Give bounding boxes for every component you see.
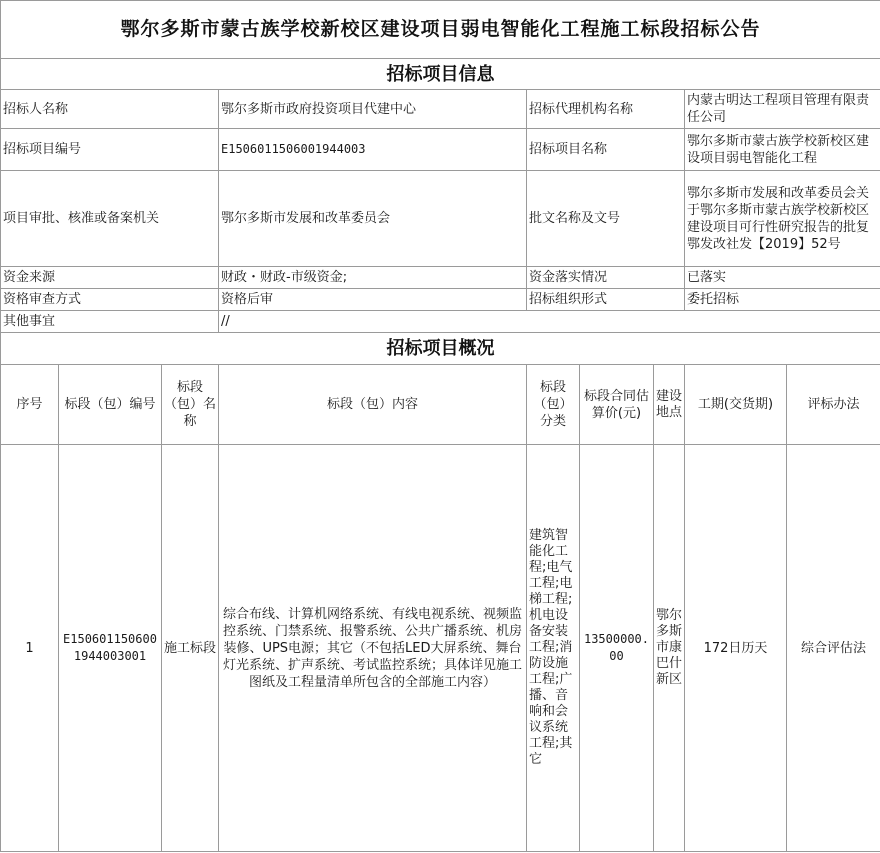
lot-code: E1506011506001944003001 — [59, 445, 162, 852]
info-label: 招标组织形式 — [527, 289, 685, 311]
lot-seq: 1 — [1, 445, 59, 852]
column-header: 工期(交货期) — [685, 365, 787, 445]
column-header: 标段合同估算价(元) — [580, 365, 654, 445]
info-label: 批文名称及文号 — [527, 171, 685, 267]
info-value: 鄂尔多斯市蒙古族学校新校区建设项目弱电智能化工程 — [685, 129, 880, 171]
lot-category: 建筑智能化工程;电气工程;电梯工程;机电设备安装工程;消防设施工程;广播、音响和会议系统工程;其它 — [527, 445, 580, 852]
info-value: 已落实 — [685, 267, 880, 289]
info-label: 其他事宜 — [1, 311, 219, 333]
lot-location: 鄂尔多斯市康巴什新区 — [654, 445, 685, 852]
info-value: 鄂尔多斯市政府投资项目代建中心 — [219, 90, 527, 129]
table-row — [1, 445, 880, 852]
page-title: 鄂尔多斯市蒙古族学校新校区建设项目弱电智能化工程施工标段招标公告 — [1, 1, 880, 59]
info-label: 项目审批、核准或备案机关 — [1, 171, 219, 267]
info-value: 鄂尔多斯市发展和改革委员会关于鄂尔多斯市蒙古族学校新校区建设项目可行性研究报告的批复 鄂发改社发【2019】52号 — [685, 171, 880, 267]
lot-duration: 172日历天 — [685, 445, 787, 852]
column-header: 标段（包）内容 — [219, 365, 527, 445]
info-label: 招标项目名称 — [527, 129, 685, 171]
info-label: 招标项目编号 — [1, 129, 219, 171]
column-header: 标段（包）名称 — [162, 365, 219, 445]
lot-content: 综合布线、计算机网络系统、有线电视系统、视频监控系统、门禁系统、报警系统、公共广播系统、机房装修、UPS电源；其它（不包括LED大屏系统、舞台灯光系统、扩声系统、考试监控系统；具体详见施工图纸及工程量清单所包含的全部施工内容） — [219, 445, 527, 852]
info-value: E1506011506001944003 — [219, 129, 527, 171]
info-label: 招标代理机构名称 — [527, 90, 685, 129]
column-header: 建设地点 — [654, 365, 685, 445]
column-header: 标段（包）分类 — [527, 365, 580, 445]
info-label: 资格审查方式 — [1, 289, 219, 311]
lot-method: 综合评估法 — [787, 445, 880, 852]
info-value: 资格后审 — [219, 289, 527, 311]
column-header: 评标办法 — [787, 365, 880, 445]
info-value: 鄂尔多斯市发展和改革委员会 — [219, 171, 527, 267]
column-header: 序号 — [1, 365, 59, 445]
info-value: 委托招标 — [685, 289, 880, 311]
info-value: 内蒙古明达工程项目管理有限责任公司 — [685, 90, 880, 129]
info-value: // — [219, 311, 880, 333]
info-label: 招标人名称 — [1, 90, 219, 129]
info-label: 资金落实情况 — [527, 267, 685, 289]
lot-price: 13500000.00 — [580, 445, 654, 852]
column-header: 标段（包）编号 — [59, 365, 162, 445]
lot-name: 施工标段 — [162, 445, 219, 852]
section-title-info: 招标项目信息 — [1, 59, 880, 90]
info-label: 资金来源 — [1, 267, 219, 289]
info-value: 财政・财政-市级资金; — [219, 267, 527, 289]
section-title-overview: 招标项目概况 — [1, 333, 880, 365]
